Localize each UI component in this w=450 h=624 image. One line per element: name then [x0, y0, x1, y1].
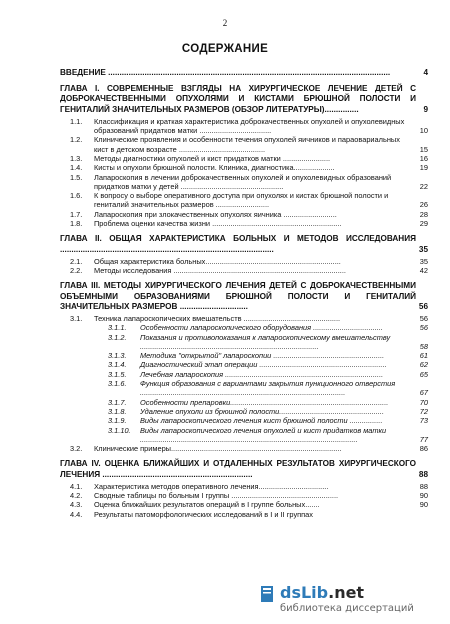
toc-entry-text: ГЛАВА I. СОВРЕМЕННЫЕ ВЗГЛЯДЫ НА ХИРУРГИЧЕСКОЕ ЛЕЧЕНИЕ ДЕТЕЙ С ДОБРОКАЧЕСТВЕННЫМИ ОПУХОЛЯМИ И КИСТАМИ БРЮШНОЙ ПОЛОСТИ И ГЕНИТАЛИЙ ЗНАЧИТЕЛЬНЫХ РАЗМЕРОВ (ОБЗОР ЛИТЕРАТУРЫ)...............	[60, 84, 416, 114]
toc-entry-page: 86	[419, 444, 428, 454]
toc-entry-label	[60, 154, 428, 163]
toc-section-entry	[60, 154, 428, 163]
toc-entry-page: 65	[419, 369, 428, 379]
toc-chapter-entry	[60, 68, 428, 78]
book-icon	[260, 585, 276, 603]
toc-entry-page: 90	[419, 491, 428, 501]
toc-entry-page: 90	[419, 500, 428, 510]
toc-entry-label	[60, 68, 428, 78]
toc-section-entry	[60, 398, 428, 407]
toc-entry-number: 3.1.5.	[108, 369, 127, 379]
toc-entry-page: 70	[419, 397, 428, 407]
toc-entry-number: 3.1.6.	[108, 379, 127, 389]
watermark-logo-tld: .net	[328, 583, 365, 602]
toc-entry-number: 4.4.	[70, 509, 83, 519]
toc-section-entry	[60, 482, 428, 491]
toc-section-entry	[60, 323, 428, 332]
toc-entry-number: 3.1.2.	[108, 332, 127, 342]
toc-entry-label	[60, 257, 428, 266]
toc-section-entry	[60, 191, 428, 210]
toc-chapter-entry	[60, 234, 428, 254]
toc-entry-number: 3.1.3.	[108, 351, 127, 361]
toc-entry-number: 3.2.	[70, 444, 83, 454]
toc-entry-text: Виды лапароскопического лечения опухолей и кист придатков матки ..........................................................................................................	[140, 425, 387, 444]
toc-entry-number: 1.8.	[70, 219, 83, 229]
toc-entry-page: 16	[419, 154, 428, 163]
toc-section-entry	[60, 426, 428, 445]
toc-entry-label	[60, 163, 428, 172]
toc-entry-text: Методика "открытой" лапароскопии ......................................................	[140, 351, 385, 361]
toc-entry-page: 62	[419, 360, 428, 370]
toc-entry-number: 2.1.	[70, 256, 83, 266]
toc-entry-text: ГЛАВА IV. ОЦЕНКА БЛИЖАЙШИХ И ОТДАЛЕННЫХ РЕЗУЛЬТАТОВ ХИРУРГИЧЕСКОГО ЛЕЧЕНИЯ ..................................................................	[60, 459, 416, 479]
toc-entry-page: 77	[419, 434, 428, 444]
toc-section-entry	[60, 210, 428, 219]
toc-entry-page: 26	[419, 200, 428, 210]
toc-entry-text: Общая характеристика больных..................................................................	[94, 256, 341, 266]
dslib-watermark	[280, 583, 445, 623]
table-of-contents	[60, 68, 428, 519]
toc-entry-page: 22	[419, 181, 428, 191]
toc-entry-number: 1.6.	[70, 191, 83, 201]
toc-entry-label	[60, 370, 428, 379]
toc-entry-page: 88	[418, 469, 428, 479]
toc-entry-text: Проблема оценки качества жизни ...............................................................	[94, 219, 342, 229]
toc-section-entry	[60, 500, 428, 509]
toc-entry-label	[60, 351, 428, 360]
toc-entry-text: Кисты и опухоли брюшной полости. Клиника, диагностика....................	[94, 163, 335, 173]
toc-entry-number: 2.2.	[70, 266, 83, 276]
toc-entry-text: Лапароскопия в лечении доброкачественных опухолей и опухолевидных образований придатков матки у детей ..................................................	[94, 172, 392, 191]
toc-entry-label	[60, 459, 428, 479]
watermark-logo	[280, 583, 445, 602]
toc-entry-label	[60, 407, 428, 416]
toc-section-entry	[60, 135, 428, 154]
toc-entry-page: 56	[419, 313, 428, 323]
toc-entry-label	[60, 281, 428, 312]
toc-entry-number: 3.1.10.	[108, 425, 131, 435]
toc-entry-number: 3.1.9.	[108, 416, 127, 426]
toc-entry-number: 3.1.	[70, 313, 83, 323]
toc-entry-label	[60, 210, 428, 219]
toc-entry-text: ГЛАВА II. ОБЩАЯ ХАРАКТЕРИСТИКА БОЛЬНЫХ И МЕТОДОВ ИССЛЕДОВАНИЯ ..............................................................................................	[60, 234, 416, 254]
toc-section-entry	[60, 163, 428, 172]
toc-entry-number: 4.1.	[70, 481, 83, 491]
toc-entry-label	[60, 398, 428, 407]
toc-entry-label	[60, 191, 428, 210]
toc-section-entry	[60, 370, 428, 379]
toc-entry-page: 28	[419, 209, 428, 219]
toc-entry-text: ВВЕДЕНИЕ ............................................................................................................................	[60, 68, 391, 77]
toc-entry-page: 88	[419, 481, 428, 491]
toc-section-entry	[60, 444, 428, 453]
toc-entry-label	[60, 333, 428, 352]
toc-section-entry	[60, 360, 428, 369]
toc-entry-text: Показания и противопоказания к лапароскопическому вмешательству .......................................................................................	[140, 332, 391, 351]
toc-entry-text: Диагностический этап операции ..............................................................	[140, 360, 387, 370]
toc-entry-page: 42	[419, 266, 428, 276]
toc-chapter-entry	[60, 84, 428, 115]
toc-section-entry	[60, 333, 428, 352]
toc-entry-label	[60, 266, 428, 275]
toc-section-entry	[60, 407, 428, 416]
toc-entry-number: 3.1.8.	[108, 406, 127, 416]
toc-entry-page: 67	[419, 388, 428, 398]
toc-entry-label	[60, 84, 428, 115]
toc-entry-number: 1.3.	[70, 154, 83, 163]
toc-entry-label	[60, 491, 428, 500]
toc-entry-label	[60, 234, 428, 254]
toc-entry-text: Методы исследования ....................................................................................	[94, 266, 346, 276]
toc-entry-number: 3.1.7.	[108, 397, 127, 407]
toc-chapter-entry	[60, 281, 428, 312]
toc-entry-text: Лапароскопия при злокачественных опухолях яичника ..........................	[94, 209, 337, 219]
toc-entry-number: 4.2.	[70, 491, 83, 501]
toc-entry-text: Сводные таблицы по больным I группы ....................................................	[94, 491, 339, 501]
toc-section-entry	[60, 219, 428, 228]
toc-entry-text: Клинические проявления и особенности течения опухолей яичников и параовариальных кист в детском возрасте ..........................................	[94, 135, 400, 154]
toc-entry-number: 1.4.	[70, 163, 83, 173]
toc-entry-text: Лечебная лапароскопия .............................................................................	[140, 369, 384, 379]
toc-entry-text: Характеристика методов оперативного лечения..................................	[94, 481, 329, 491]
toc-entry-text: Методы диагностики опухолей и кист придатков матки .......................	[94, 154, 331, 163]
toc-entry-number: 1.7.	[70, 209, 83, 219]
watermark-logo-main: dsLib	[280, 583, 329, 602]
toc-entry-page: 29	[419, 219, 428, 229]
toc-entry-label	[60, 314, 428, 323]
toc-title: СОДЕРЖАНИЕ	[181, 43, 269, 55]
toc-section-entry	[60, 510, 428, 519]
toc-entry-page: 73	[419, 416, 428, 426]
toc-entry-text: Оценка ближайших результатов операций в I группе больных.......	[94, 500, 320, 510]
toc-section-entry	[60, 314, 428, 323]
toc-section-entry	[60, 491, 428, 500]
toc-entry-page: 15	[419, 144, 428, 154]
toc-entry-page: 72	[419, 406, 428, 416]
toc-entry-text: Клинические примеры...................................................................................	[94, 444, 342, 454]
watermark-subtitle: библиотека диссертаций	[280, 603, 414, 614]
toc-entry-page: 56	[419, 323, 428, 333]
toc-section-entry	[60, 117, 428, 136]
toc-entry-page: 35	[419, 256, 428, 266]
toc-entry-text: ГЛАВА III. МЕТОДЫ ХИРУРГИЧЕСКОГО ЛЕЧЕНИЯ ДЕТЕЙ С ДОБРОКАЧЕСТВЕННЫМИ ОБЪЕМНЫМИ ОБРАЗОВАНИЯМИ БРЮШНОЙ ПОЛОСТИ И ГЕНИТАЛИЙ ЗНАЧИТЕЛЬНЫХ РАЗМЕРОВ ..............................	[60, 281, 416, 311]
toc-entry-page: 10	[419, 126, 428, 136]
toc-entry-label	[60, 482, 428, 491]
toc-entry-label	[60, 379, 428, 398]
toc-entry-text: Функция образования с вариантами закрытия пункционного отверстия ....................................................................................................	[140, 379, 396, 398]
toc-entry-label	[60, 135, 428, 154]
toc-entry-text: Особенности лапароскопического оборудования ..................................	[140, 323, 383, 333]
toc-entry-label	[60, 117, 428, 136]
toc-section-entry	[60, 351, 428, 360]
toc-entry-label	[60, 510, 428, 519]
toc-chapter-entry	[60, 459, 428, 479]
toc-entry-label	[60, 444, 428, 453]
toc-entry-page: 56	[418, 301, 428, 311]
toc-entry-label	[60, 323, 428, 332]
toc-entry-number: 1.2.	[70, 135, 83, 145]
toc-entry-page: 58	[419, 341, 428, 351]
toc-section-entry	[60, 173, 428, 192]
toc-entry-label	[60, 426, 428, 445]
toc-entry-label	[60, 500, 428, 509]
toc-entry-page: 9	[423, 104, 428, 114]
toc-entry-number: 3.1.4.	[108, 360, 127, 370]
toc-entry-label	[60, 416, 428, 425]
toc-section-entry	[60, 257, 428, 266]
toc-entry-label	[60, 360, 428, 369]
toc-entry-number: 3.1.1.	[108, 323, 127, 333]
toc-entry-page: 19	[419, 163, 428, 173]
toc-entry-text: Особенности препаровки.............................................................................	[140, 397, 389, 407]
toc-entry-text: К вопросу о выборе оперативного доступа при опухолях и кистах брюшной полости и гениталий значительных размеров ..........................	[94, 191, 389, 210]
toc-section-entry	[60, 416, 428, 425]
toc-entry-text: Результаты патоморфологических исследований в I и II группах	[94, 509, 313, 519]
toc-entry-number: 1.5.	[70, 172, 83, 182]
toc-entry-number: 1.1.	[70, 116, 83, 126]
toc-entry-page: 4	[423, 68, 428, 77]
toc-entry-text: Классификация и краткая характеристика доброкачественных опухолей и опухолевидных образований придатков матки ...................................	[94, 116, 405, 136]
toc-entry-label	[60, 219, 428, 228]
toc-entry-number: 4.3.	[70, 500, 83, 510]
toc-entry-page: 35	[418, 244, 428, 254]
toc-entry-text: Удаление опухоли из брюшной полости...................................................	[140, 406, 385, 416]
toc-entry-text: Виды лапароскопического лечения кист брюшной полости ................	[140, 416, 383, 426]
toc-entry-page: 61	[419, 351, 428, 361]
toc-entry-label	[60, 173, 428, 192]
page-number: 2	[222, 18, 228, 28]
toc-entry-text: Техника лапароскопических вмешательств ...............................................	[94, 313, 341, 323]
toc-section-entry	[60, 379, 428, 398]
toc-section-entry	[60, 266, 428, 275]
